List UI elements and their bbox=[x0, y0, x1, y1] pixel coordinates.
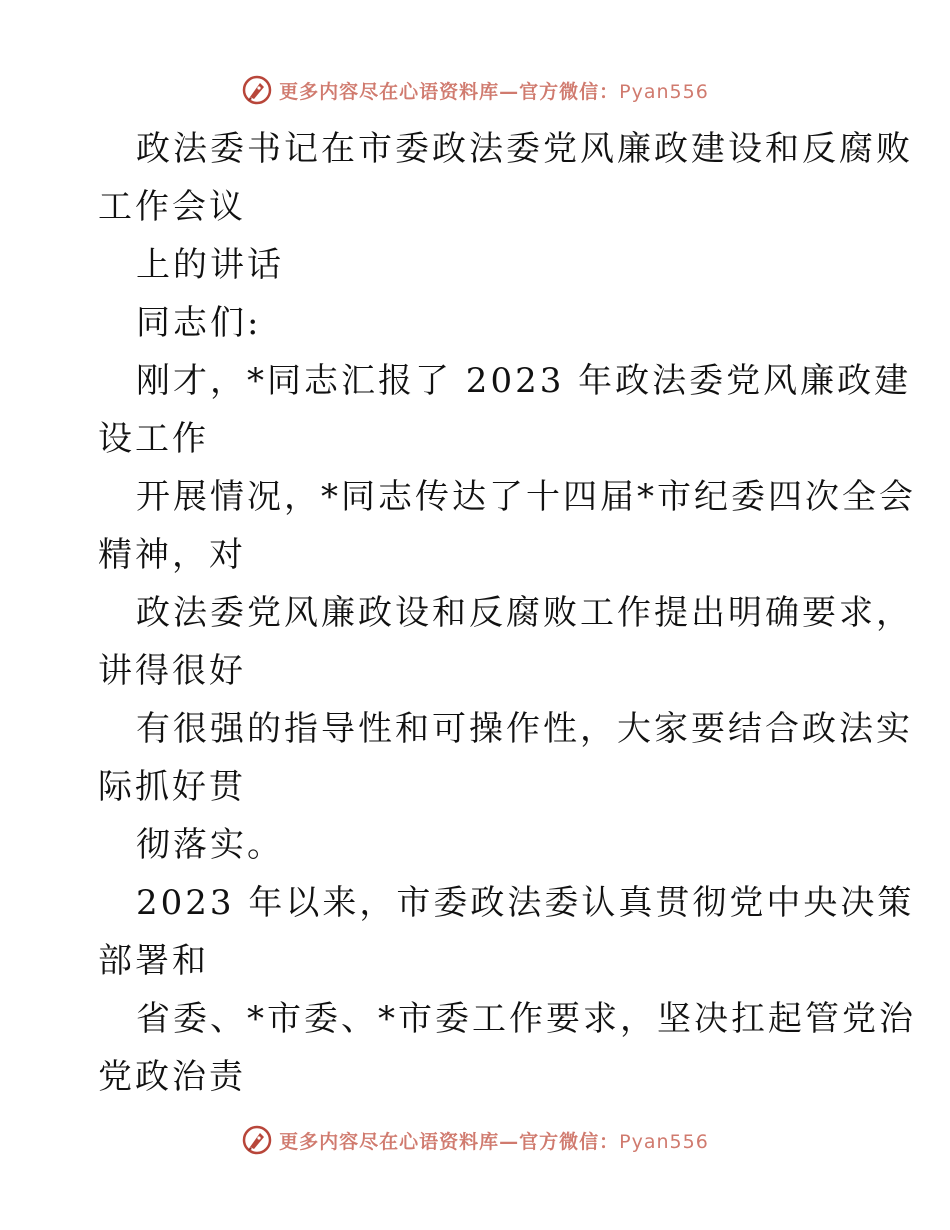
paragraph-line: 部署和 bbox=[98, 941, 209, 981]
paragraph-line: 设工作 bbox=[98, 419, 209, 459]
paragraph-line: 政法委书记在市委政法委党风廉政建设和反腐败 bbox=[136, 129, 913, 169]
paragraph-line: 同志们: bbox=[136, 303, 262, 343]
paragraph-line: 开展情况，*同志传达了十四届*市纪委四次全会 bbox=[136, 477, 916, 517]
paragraph-line: 省委、*市委、*市委工作要求，坚决扛起管党治 bbox=[136, 999, 916, 1039]
watermark-text: 更多内容尽在心语资料库—官方微信：Pyan556 bbox=[279, 80, 709, 103]
header-watermark-banner bbox=[0, 70, 950, 110]
paragraph-line: 上的讲话 bbox=[136, 245, 284, 285]
paragraph-line: 讲得很好 bbox=[98, 651, 246, 691]
paragraph-line: 党政治责 bbox=[98, 1057, 246, 1097]
pen-nib-icon bbox=[241, 1124, 273, 1156]
footer-watermark-banner bbox=[0, 1120, 950, 1160]
paragraph-line: 精神，对 bbox=[98, 535, 246, 575]
watermark-text: 更多内容尽在心语资料库—官方微信：Pyan556 bbox=[279, 1130, 709, 1153]
paragraph-line: 刚才，*同志汇报了 2023 年政法委党风廉政建 bbox=[136, 361, 912, 401]
paragraph-line: 工作会议 bbox=[98, 187, 246, 227]
document-body bbox=[98, 120, 916, 1106]
paragraph-line: 有很强的指导性和可操作性，大家要结合政法实 bbox=[136, 709, 913, 749]
paragraph-line: 2023 年以来，市委政法委认真贯彻党中央决策 bbox=[136, 883, 915, 923]
paragraph-line: 彻落实。 bbox=[136, 825, 284, 865]
paragraph-line: 政法委党风廉政设和反腐败工作提出明确要求， bbox=[136, 593, 913, 633]
paragraph-line: 际抓好贯 bbox=[98, 767, 246, 807]
pen-nib-icon bbox=[241, 74, 273, 106]
